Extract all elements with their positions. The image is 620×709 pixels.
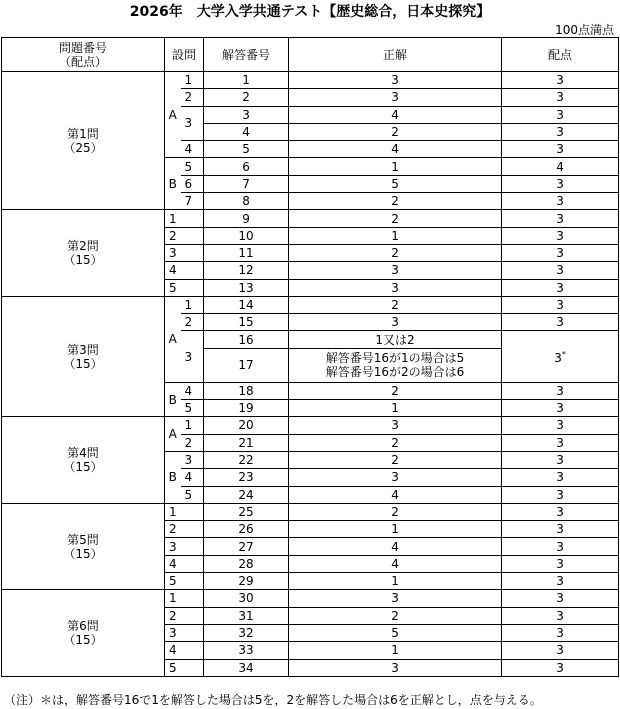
correct-answer: 3: [289, 417, 502, 434]
answer-number: 26: [204, 521, 289, 538]
table-row: [2, 417, 619, 434]
answer-number: 31: [204, 607, 289, 624]
answer-number: 18: [204, 382, 289, 399]
correct-answer: 2: [289, 503, 502, 520]
setsumon-cell: 5: [165, 659, 204, 676]
header-haiten: 配点: [502, 38, 619, 72]
correct-answer: 2: [289, 434, 502, 451]
points: 3: [502, 400, 619, 417]
points: 3: [502, 521, 619, 538]
setsumon-cell: 4: [165, 555, 204, 572]
setsumon-cell: 2: [165, 607, 204, 624]
points: 3: [502, 227, 619, 244]
setsumon-cell: 2: [181, 434, 204, 451]
page-title: 2026年 大学入学共通テスト【歴史総合，日本史探究】: [129, 4, 491, 20]
correct-answer: 4: [289, 106, 502, 123]
correct-answer: 1: [289, 400, 502, 417]
correct-answer: 4: [289, 141, 502, 158]
correct-answer: 5: [289, 175, 502, 192]
question-points: （15）: [63, 356, 103, 371]
question-label: 第4問: [67, 446, 99, 461]
setsumon-cell: 5: [165, 573, 204, 590]
correct-answer: 2: [289, 607, 502, 624]
table-row: [2, 296, 619, 313]
correct-answer: 3: [289, 72, 502, 89]
setsumon-cell: 3: [181, 331, 204, 382]
question-q1: [2, 72, 165, 210]
points: 3: [502, 89, 619, 106]
header-setsumon: 設問: [165, 38, 204, 72]
table-row: [2, 72, 619, 89]
answer-number: 32: [204, 624, 289, 641]
points: 3: [502, 503, 619, 520]
points: 3: [502, 469, 619, 486]
answer-number: 28: [204, 555, 289, 572]
correct-answer: 1: [289, 573, 502, 590]
setsumon-cell: 1: [165, 590, 204, 607]
points: 3: [502, 193, 619, 210]
question-label: 第2問: [67, 239, 99, 254]
correct-answer: 4: [289, 555, 502, 572]
correct-answer: 1: [289, 642, 502, 659]
correct-answer: 2: [289, 296, 502, 313]
answer-number: 21: [204, 434, 289, 451]
answer-number: 24: [204, 486, 289, 503]
question-points: （15）: [63, 633, 103, 648]
correct-answer: 3: [289, 89, 502, 106]
correct-answer: 1: [289, 521, 502, 538]
answer-number: 27: [204, 538, 289, 555]
question-points: （15）: [63, 253, 103, 268]
points: 3: [502, 555, 619, 572]
setsumon-cell: 3: [165, 624, 204, 641]
points: 3: [502, 296, 619, 313]
header-question-label: 問題番号: [58, 40, 107, 55]
setsumon-cell: 3: [165, 538, 204, 555]
setsumon-cell: 3: [181, 451, 204, 468]
correct-answer: 3: [289, 590, 502, 607]
setsumon-cell: 1: [181, 417, 204, 434]
correct-answer-line2: 解答番号16が2の場合は6: [325, 365, 465, 380]
correct-answer: 3: [289, 314, 502, 331]
points: 3: [502, 417, 619, 434]
footnote: （注）＊は，解答番号16で1を解答した場合は5を，2を解答した場合は6を正解とし，点を与える。: [4, 693, 542, 707]
correct-answer: 3: [289, 659, 502, 676]
answer-number: 20: [204, 417, 289, 434]
points: 3: [502, 279, 619, 296]
points: 3: [502, 624, 619, 641]
table-row: [2, 503, 619, 520]
points: 3: [502, 106, 619, 123]
header-kaito: 解答番号: [204, 38, 289, 72]
setsumon-cell: 4: [181, 382, 204, 399]
answer-number: 33: [204, 642, 289, 659]
question-label: 第6問: [67, 619, 99, 634]
points: 3: [502, 141, 619, 158]
answer-number: 23: [204, 469, 289, 486]
points: 3: [502, 607, 619, 624]
header-question: [2, 38, 165, 72]
setsumon-cell: 6: [181, 175, 204, 192]
correct-answer: 3: [289, 279, 502, 296]
points: 3: [502, 123, 619, 140]
correct-answer: 2: [289, 451, 502, 468]
answer-number: 3: [204, 106, 289, 123]
asterisk-mark: *: [561, 350, 566, 360]
correct-answer: 4: [289, 486, 502, 503]
section-b: B: [165, 451, 181, 503]
question-q4: [2, 417, 165, 503]
setsumon-cell: 1: [181, 72, 204, 89]
points: 3: [502, 590, 619, 607]
setsumon-cell: 7: [181, 193, 204, 210]
answer-number: 13: [204, 279, 289, 296]
setsumon-cell: 4: [165, 642, 204, 659]
question-q6: [2, 590, 165, 676]
points: 3: [502, 486, 619, 503]
answer-number: 9: [204, 210, 289, 227]
setsumon-cell: 2: [165, 227, 204, 244]
correct-answer: 2: [289, 244, 502, 261]
setsumon-cell: 5: [181, 158, 204, 175]
setsumon-cell: 4: [165, 262, 204, 279]
setsumon-cell: 1: [165, 503, 204, 520]
correct-answer: 4: [289, 538, 502, 555]
question-label: 第1問: [67, 126, 99, 141]
answer-number: 16: [204, 331, 289, 348]
answer-number: 1: [204, 72, 289, 89]
correct-answer: 3: [289, 469, 502, 486]
answer-number: 29: [204, 573, 289, 590]
setsumon-cell: 2: [181, 89, 204, 106]
section-a: A: [165, 417, 181, 452]
points: 3: [502, 642, 619, 659]
header-row: [2, 38, 619, 72]
question-points: （15）: [63, 546, 103, 561]
setsumon-cell: 5: [181, 400, 204, 417]
full-score: 100点満点: [555, 23, 614, 37]
points: 3: [502, 314, 619, 331]
question-label: 第3問: [67, 342, 99, 357]
points: 3: [502, 175, 619, 192]
section-a: A: [165, 296, 181, 382]
answer-number: 34: [204, 659, 289, 676]
setsumon-cell: 4: [181, 469, 204, 486]
correct-answer: 2: [289, 193, 502, 210]
setsumon-cell: 2: [165, 521, 204, 538]
question-q5: [2, 503, 165, 589]
header-question-sub: （配点）: [58, 54, 107, 69]
points: 3: [502, 72, 619, 89]
answer-table: [1, 37, 619, 677]
correct-answer: 2: [289, 123, 502, 140]
question-q2: [2, 210, 165, 296]
correct-answer: 1: [289, 227, 502, 244]
points: 3: [502, 434, 619, 451]
setsumon-cell: 1: [165, 210, 204, 227]
setsumon-cell: 3: [181, 106, 204, 141]
table-row: [2, 210, 619, 227]
points-value: 3: [554, 351, 562, 366]
answer-number: 7: [204, 175, 289, 192]
section-b: B: [165, 382, 181, 417]
answer-number: 12: [204, 262, 289, 279]
answer-number: 19: [204, 400, 289, 417]
section-a: A: [165, 72, 181, 158]
question-points: （15）: [63, 460, 103, 475]
points: 3: [502, 538, 619, 555]
answer-number: 4: [204, 123, 289, 140]
answer-number: 6: [204, 158, 289, 175]
header-seikai: 正解: [289, 38, 502, 72]
answer-number: 25: [204, 503, 289, 520]
points: 4: [502, 158, 619, 175]
points: 3: [502, 244, 619, 261]
points: 3: [502, 659, 619, 676]
answer-number: 30: [204, 590, 289, 607]
setsumon-cell: 2: [181, 314, 204, 331]
answer-number: 14: [204, 296, 289, 313]
correct-answer-line1: 解答番号16が1の場合は5: [325, 351, 465, 366]
correct-answer: 5: [289, 624, 502, 641]
answer-number: 8: [204, 193, 289, 210]
correct-answer: [289, 348, 502, 382]
question-points: （25）: [63, 140, 103, 155]
question-label: 第5問: [67, 532, 99, 547]
correct-answer: 2: [289, 210, 502, 227]
points-combined: [502, 331, 619, 382]
points: 3: [502, 210, 619, 227]
setsumon-cell: 4: [181, 141, 204, 158]
question-q3: [2, 296, 165, 416]
setsumon-cell: 1: [181, 296, 204, 313]
section-b: B: [165, 158, 181, 210]
correct-answer: 1又は2: [289, 331, 502, 348]
correct-answer: 2: [289, 382, 502, 399]
points: 3: [502, 262, 619, 279]
answer-number: 22: [204, 451, 289, 468]
answer-number: 2: [204, 89, 289, 106]
points: 3: [502, 573, 619, 590]
answer-number: 15: [204, 314, 289, 331]
answer-number: 5: [204, 141, 289, 158]
setsumon-cell: 5: [165, 279, 204, 296]
points: 3: [502, 451, 619, 468]
setsumon-cell: 5: [181, 486, 204, 503]
correct-answer: 1: [289, 158, 502, 175]
points: 3: [502, 382, 619, 399]
answer-number: 10: [204, 227, 289, 244]
table-row: [2, 590, 619, 607]
answer-number: 11: [204, 244, 289, 261]
correct-answer: 3: [289, 262, 502, 279]
setsumon-cell: 3: [165, 244, 204, 261]
answer-number: 17: [204, 348, 289, 382]
